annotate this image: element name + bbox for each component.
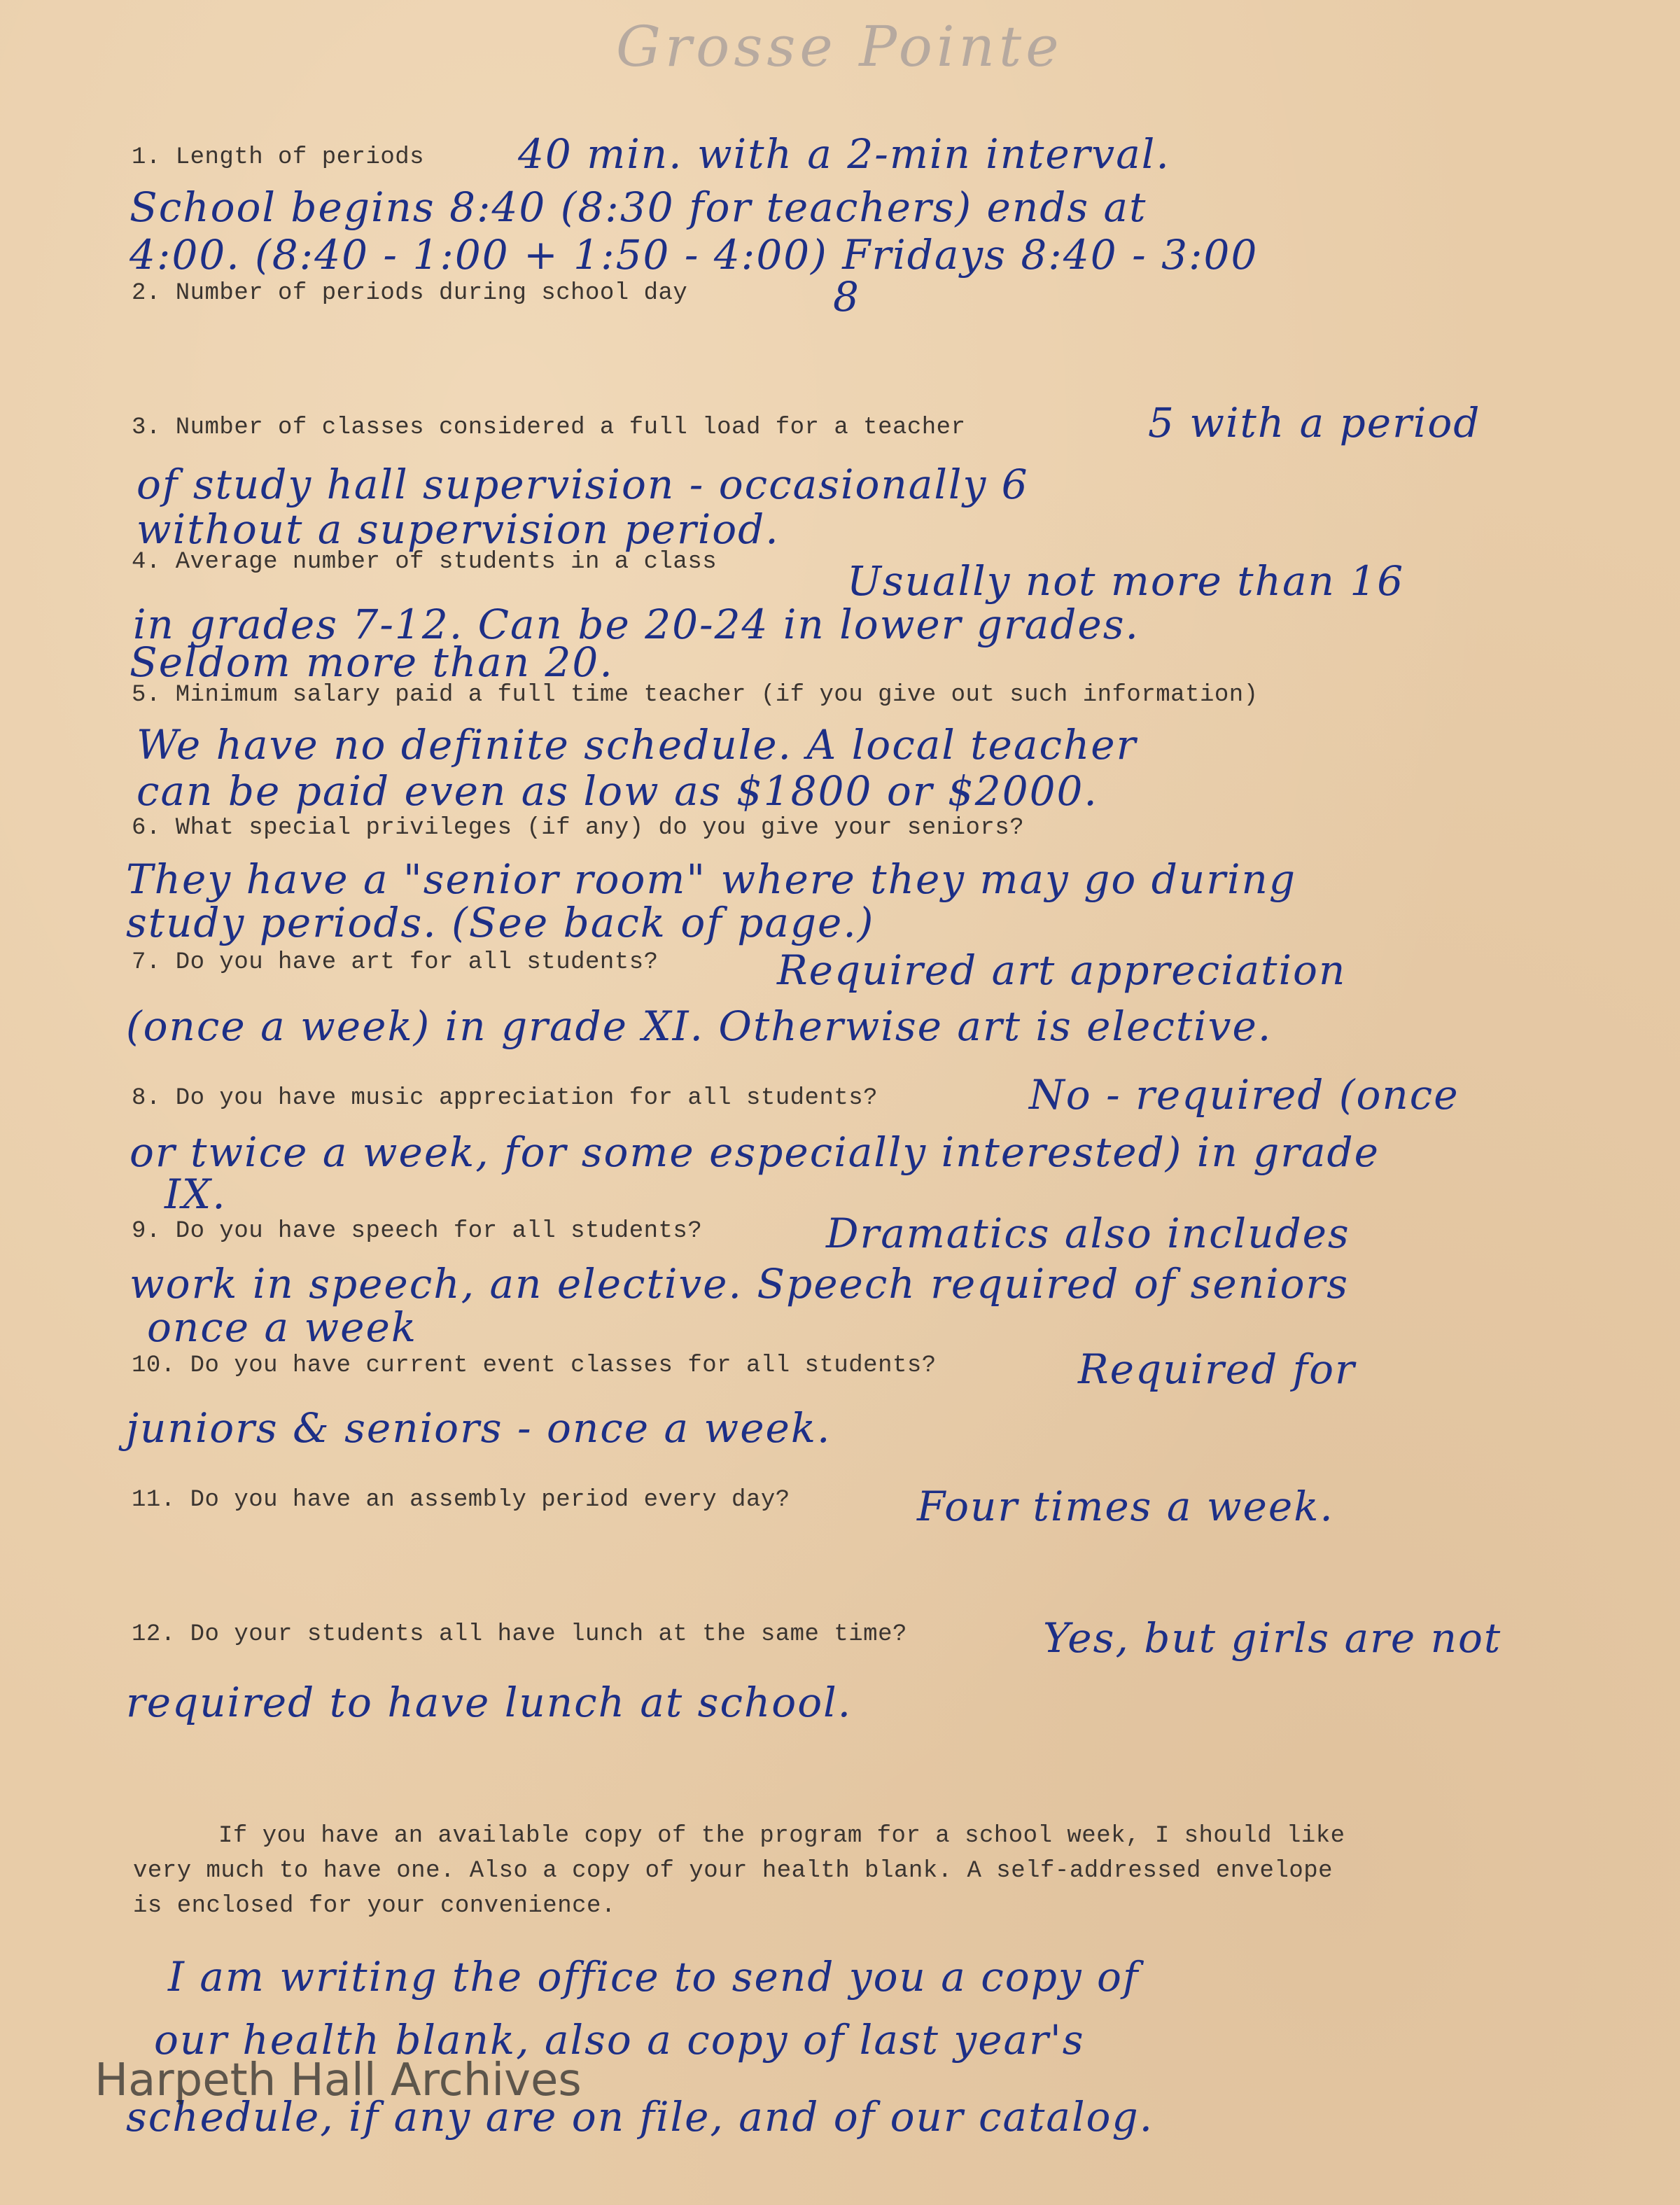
answer-6-line-1: They have a "senior room" where they may go during — [126, 855, 1296, 903]
answer-12-line-1: Yes, but girls are not — [1043, 1614, 1502, 1662]
question-8-label: 8. Do you have music appreciation for all students? — [132, 1085, 878, 1112]
answer-2-line-1: 8 — [833, 273, 860, 321]
question-3-label: 3. Number of classes considered a full load for a teacher — [132, 414, 966, 441]
answer-8-line-2: or twice a week, for some especially interested) in grade — [130, 1128, 1380, 1176]
answer-10-line-2: juniors & seniors - once a week. — [126, 1404, 832, 1452]
question-5-label: 5. Minimum salary paid a full time teacher (if you give out such information) — [132, 682, 1259, 708]
answer-1-line-3: 4:00. (8:40 - 1:00 + 1:50 - 4:00) Fridays 8:40 - 3:00 — [130, 231, 1259, 279]
answer-7-line-2: (once a week) in grade XI. Otherwise art is elective. — [126, 1002, 1273, 1050]
answer-1-line-2: School begins 8:40 (8:30 for teachers) ends at — [130, 183, 1147, 231]
answer-9-line-1: Dramatics also includes — [826, 1210, 1350, 1257]
archive-watermark: Harpeth Hall Archives — [94, 2054, 582, 2106]
closing-line-2: very much to have one. Also a copy of your health blank. A self-addressed envelope — [133, 1858, 1334, 1884]
answer-1-line-1: 40 min. with a 2-min interval. — [518, 130, 1170, 178]
answer-5-line-1: We have no definite schedule. A local teacher — [136, 721, 1138, 769]
answer-5-line-2: can be paid even as low as $1800 or $2000. — [136, 767, 1098, 815]
answer-7-line-1: Required art appreciation — [777, 946, 1347, 994]
closing-line-3: is enclosed for your convenience. — [133, 1893, 616, 1919]
question-1-label: 1. Length of periods — [132, 144, 425, 171]
answer-3-line-2: of study hall supervision - occasionally 6 — [136, 461, 1029, 508]
question-7-label: 7. Do you have art for all students? — [132, 949, 659, 976]
closing-line-1: If you have an available copy of the program for a school week, I should like — [218, 1823, 1345, 1849]
question-2-label: 2. Number of periods during school day — [132, 280, 688, 307]
answer-4-line-1: Usually not more than 16 — [847, 557, 1405, 605]
answer-3-line-1: 5 with a period — [1148, 399, 1481, 447]
answer-3-line-3: without a supervision period. — [136, 505, 780, 553]
answer-8-line-3: IX. — [164, 1170, 227, 1218]
answer-9-line-3: once a week — [147, 1303, 417, 1351]
answer-9-line-2: work in speech, an elective. Speech required of seniors — [130, 1260, 1350, 1308]
question-12-label: 12. Do your students all have lunch at the same time? — [132, 1621, 907, 1648]
answer-4-line-3: Seldom more than 20. — [130, 638, 614, 686]
question-4-label: 4. Average number of students in a class — [132, 549, 718, 575]
question-9-label: 9. Do you have speech for all students? — [132, 1218, 703, 1245]
closing-reply-line-1: I am writing the office to send you a copy of — [168, 1953, 1140, 2001]
closing-reply-line-2: our health blank, also a copy of last year's — [154, 2016, 1085, 2064]
question-11-label: 11. Do you have an assembly period every day? — [132, 1487, 790, 1513]
answer-12-line-2: required to have lunch at school. — [126, 1679, 853, 1726]
answer-6-line-2: study periods. (See back of page.) — [126, 899, 875, 946]
answer-10-line-1: Required for — [1078, 1345, 1356, 1393]
question-10-label: 10. Do you have current event classes for all students? — [132, 1352, 937, 1379]
header-handwritten-note: Grosse Pointe — [616, 14, 1063, 79]
question-6-label: 6. What special privileges (if any) do you give your seniors? — [132, 815, 1025, 841]
answer-11-line-1: Four times a week. — [917, 1483, 1334, 1530]
answer-8-line-1: No - required (once — [1029, 1071, 1460, 1119]
closing-reply-line-3: schedule, if any are on file, and of our catalog. — [126, 2093, 1154, 2141]
answer-4-line-2: in grades 7-12. Can be 20-24 in lower grades. — [133, 601, 1140, 648]
